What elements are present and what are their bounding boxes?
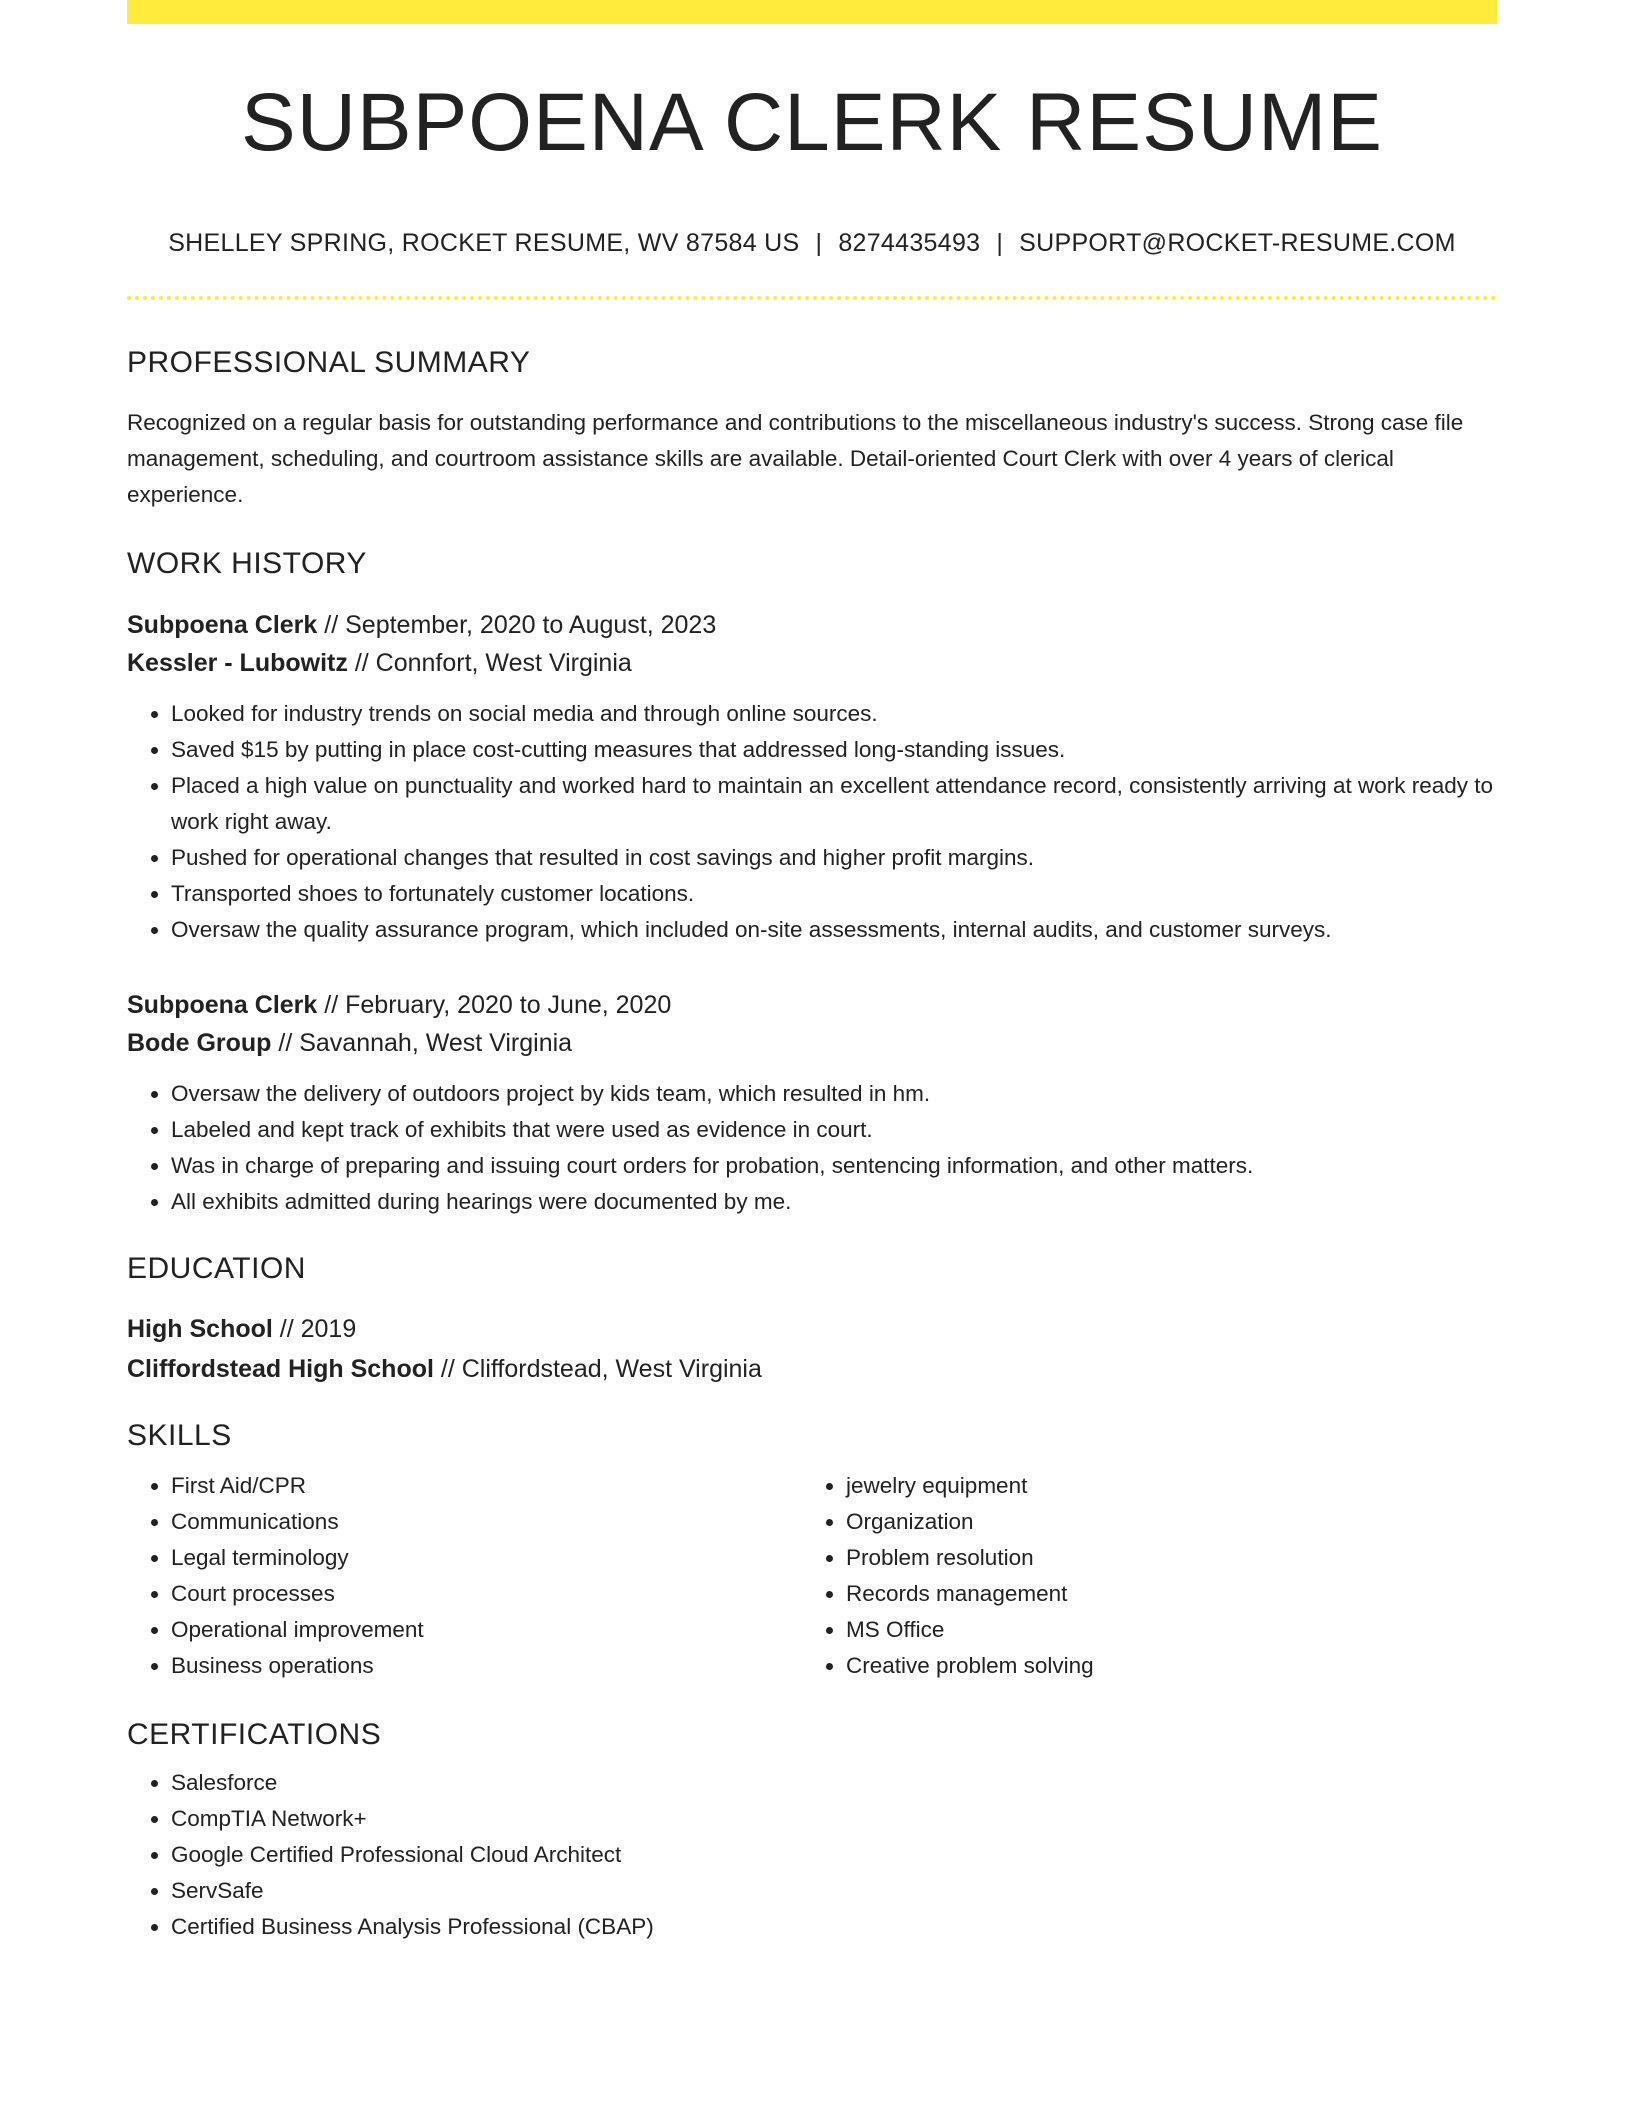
section-heading-education: EDUCATION [127,1251,306,1285]
contact-separator: | [996,229,1004,257]
education-year: // 2019 [272,1314,357,1343]
summary-text: Recognized on a regular basis for outstanding performance and contributions to the miscellaneous industry's success. Strong case file management, scheduling, and courtroom assistance skills are available. Detail-oriented Court Clerk with over 4 years of clerical experience. [127,409,1464,507]
certification-item: • ServSafe [171,1873,1497,1909]
job-company-line [127,644,1497,682]
contact-line [127,230,1497,258]
contact-email: SUPPORT@ROCKET-RESUME.COM [1019,229,1456,257]
job-bullet: • Transported shoes to fortunately customer locations. [171,876,1497,912]
job-bullet: • Was in charge of preparing and issuing court orders for probation, sentencing information, and other matters. [171,1148,1497,1184]
certification-item: • Certified Business Analysis Professional (CBAP) [171,1909,1497,1945]
education-school-line [127,1349,1497,1389]
section-heading-skills: SKILLS [127,1418,232,1452]
education-school: Cliffordstead High School [127,1354,434,1383]
resume-title: SUBPOENA CLERK RESUME [241,77,1383,168]
skill-item: • Organization [846,1504,1446,1540]
job-bullet: • All exhibits admitted during hearings were documented by me. [171,1184,1497,1220]
job-company-line [127,1024,1497,1062]
dotted-divider [127,296,1497,300]
skills-list-left [127,1468,802,1684]
job-bullet: • Placed a high value on punctuality and worked hard to maintain an excellent attendance record, consistently arriving at work ready to work right away. [171,768,1497,840]
skills-list-right [802,1468,1446,1684]
skill-item: • MS Office [846,1612,1446,1648]
job-company: Bode Group [127,1028,272,1057]
job-bullets [127,1076,1497,1220]
education-entry [127,1309,1497,1389]
skill-item: • Problem resolution [846,1540,1446,1576]
certifications-list [127,1765,1497,1945]
certification-item: • Google Certified Professional Cloud Architect [171,1837,1497,1873]
job-bullet: • Oversaw the delivery of outdoors project by kids team, which resulted in hm. [171,1076,1497,1112]
skill-item: • First Aid/CPR [171,1468,802,1504]
job-entry [127,606,1497,948]
job-title-line [127,986,1497,1024]
job-bullets [127,696,1497,948]
job-bullet: • Saved $15 by putting in place cost-cutting measures that addressed long-standing issues. [171,732,1497,768]
job-title: Subpoena Clerk [127,610,318,639]
job-location: // Savannah, West Virginia [271,1028,573,1057]
job-bullet: • Oversaw the quality assurance program, which included on-site assessments, internal audits, and customer surveys. [171,912,1497,948]
skill-item: • Court processes [171,1576,802,1612]
certification-item: • CompTIA Network+ [171,1801,1497,1837]
skill-item: • Legal terminology [171,1540,802,1576]
job-bullet: • Looked for industry trends on social media and through online sources. [171,696,1497,732]
skill-item: • jewelry equipment [846,1468,1446,1504]
skill-item: • Creative problem solving [846,1648,1446,1684]
job-dates: // September, 2020 to August, 2023 [317,610,717,639]
resume-page [127,0,1497,1945]
accent-top-bar [127,0,1497,24]
skill-item: • Business operations [171,1648,802,1684]
job-title: Subpoena Clerk [127,990,318,1019]
skills-columns [127,1468,1497,1684]
job-bullet: • Pushed for operational changes that resulted in cost savings and higher profit margins. [171,840,1497,876]
skill-item: • Records management [846,1576,1446,1612]
contact-separator: | [815,229,823,257]
education-degree-line [127,1309,1497,1349]
job-dates: // February, 2020 to June, 2020 [317,990,672,1019]
section-heading-work-history: WORK HISTORY [127,546,367,580]
education-degree: High School [127,1314,273,1343]
contact-address: SHELLEY SPRING, ROCKET RESUME, WV 87584 US [168,229,800,257]
job-entry [127,986,1497,1220]
education-location: // Cliffordstead, West Virginia [433,1354,762,1383]
section-heading-certifications: CERTIFICATIONS [127,1717,382,1751]
job-bullet: • Labeled and kept track of exhibits that were used as evidence in court. [171,1112,1497,1148]
job-company: Kessler - Lubowitz [127,648,348,677]
skill-item: • Communications [171,1504,802,1540]
contact-phone: 8274435493 [838,229,981,257]
job-location: // Connfort, West Virginia [347,648,632,677]
skill-item: • Operational improvement [171,1612,802,1648]
job-title-line [127,606,1497,644]
section-heading-summary: PROFESSIONAL SUMMARY [127,345,531,379]
certification-item: • Salesforce [171,1765,1497,1801]
